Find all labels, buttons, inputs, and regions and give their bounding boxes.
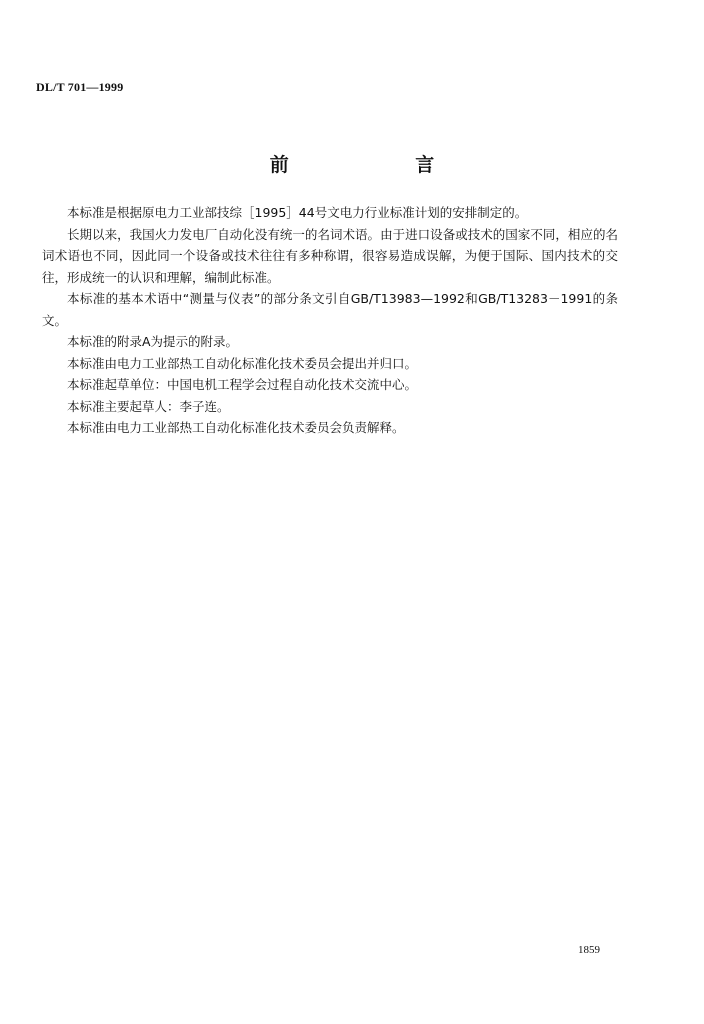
paragraph-interpretation: 本标准由电力工业部热工自动化标准化技术委员会负责解释。 (67, 420, 405, 435)
paragraph-background: 长期以来，我国火力发电厂自动化没有统一的名词术语。由于进口设备或技术的国家不同，相应的名词术语也不同，因此同一个设备或技术往往有多种称谓，很容易造成误解，为便于国际、国内技术的交往，形成统一的认识和理解，编制此标准。 (42, 226, 618, 285)
paragraph-references: 本标准的基本术语中“测量与仪表”的部分条文引自GB/T13983—1992和GB/T13283－1991的条文。 (42, 291, 618, 328)
paragraph-basis: 本标准是根据原电力工业部技综［1995］44号文电力行业标准计划的安排制定的。 (67, 205, 528, 220)
paragraph-appendix: 本标准的附录A为提示的附录。 (67, 334, 239, 349)
preface-body (42, 202, 618, 439)
document-code-header: DL/T 701—1999 (36, 80, 124, 94)
page-title: 前 言 (269, 154, 495, 176)
page-number: 1859 (578, 944, 600, 956)
paragraph-proposer: 本标准由电力工业部热工自动化标准化技术委员会提出并归口。 (67, 355, 418, 371)
paragraph-main-drafter: 本标准主要起草人：李子连。 (67, 398, 230, 414)
paragraph-drafting-unit: 本标准起草单位：中国电机工程学会过程自动化技术交流中心。 (67, 377, 418, 392)
